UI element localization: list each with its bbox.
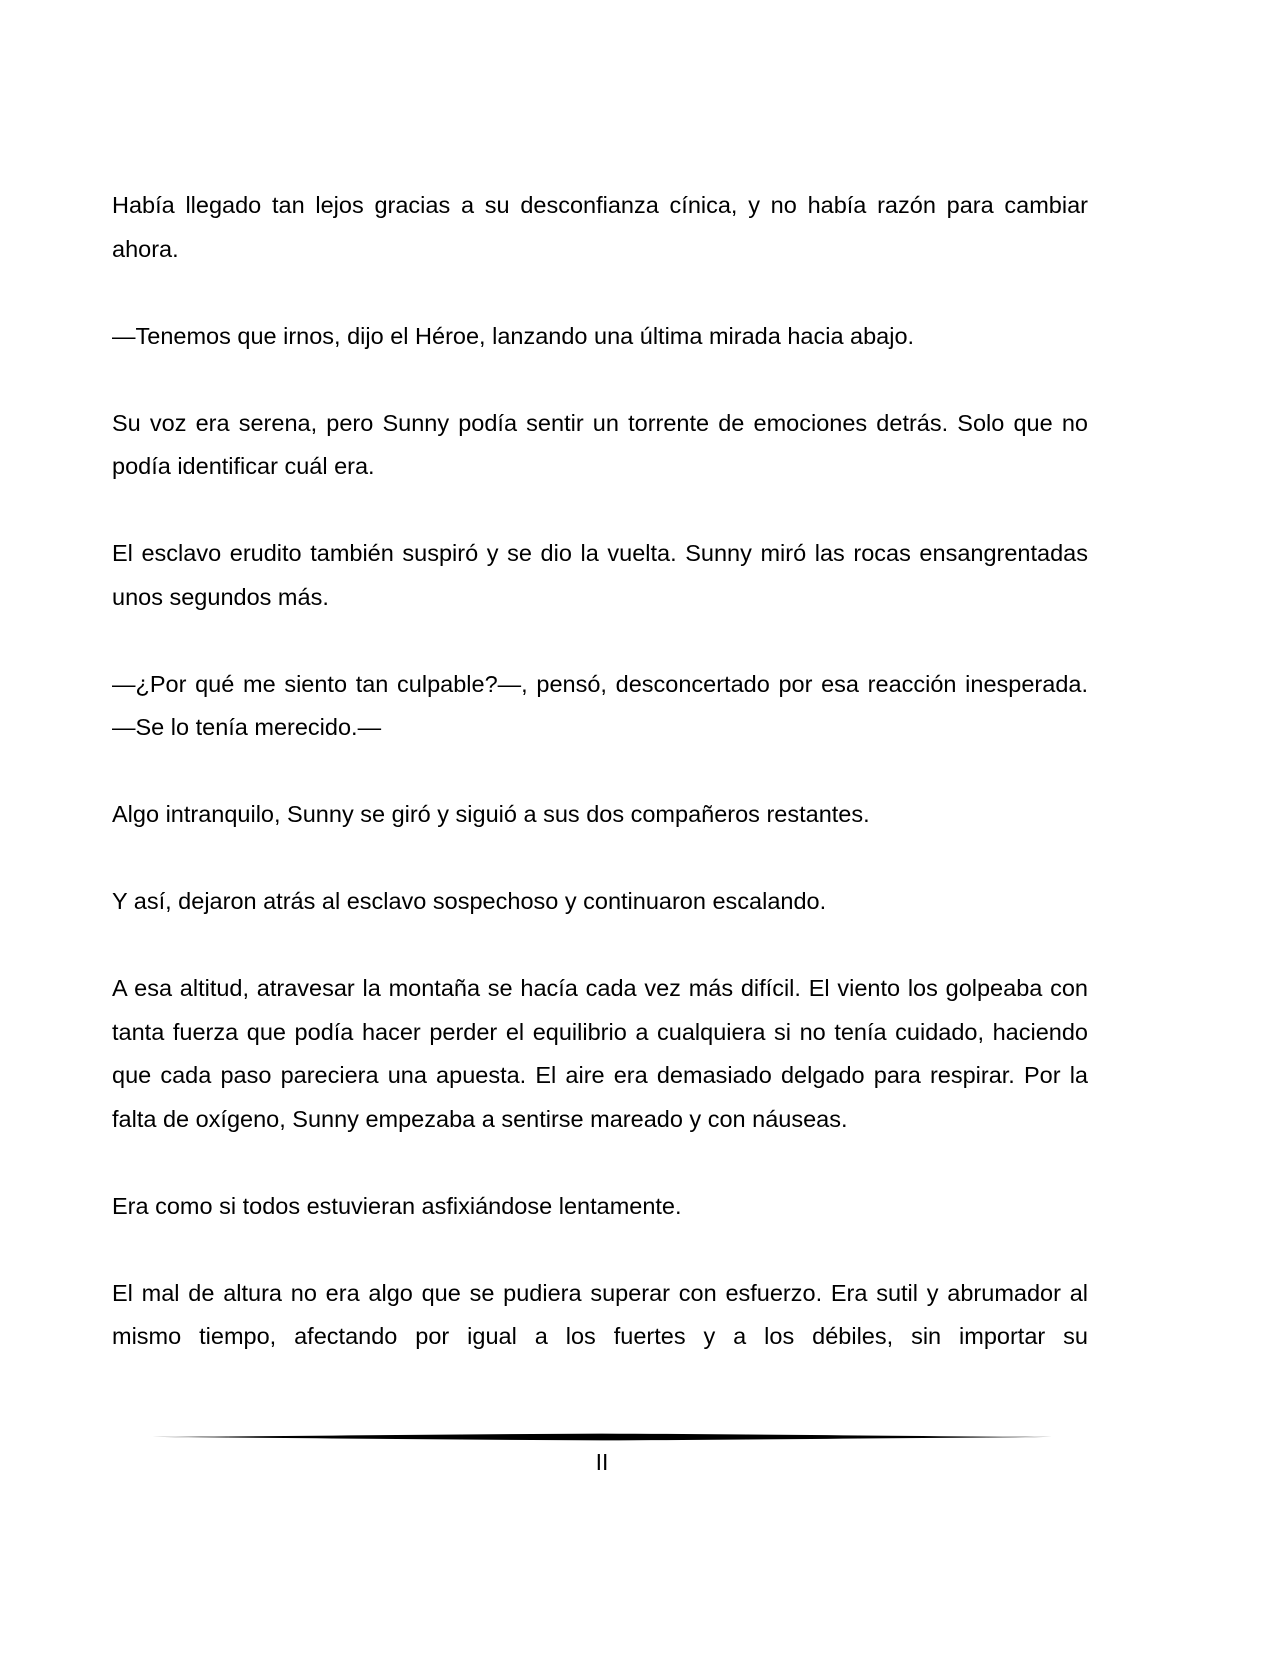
paragraph-9: Era como si todos estuvieran asfixiándose lentamente.	[112, 1192, 682, 1219]
paragraph-8: A esa altitud, atravesar la montaña se hacía cada vez más difícil. El viento los golpeaba con tanta fuerza que podía hacer perder el equilibrio a cualquiera si no tenía cuidado, haciendo que cada paso pareciera una apuesta. El aire era demasiado delgado para respirar. Por la falta de oxígeno, Sunny empezaba a sentirse mareado y con náuseas.	[112, 975, 1088, 1132]
paragraph-7: Y así, dejaron atrás al esclavo sospechoso y continuaron escalando.	[112, 888, 827, 914]
paragraph-2: —Tenemos que irnos, dijo el Héroe, lanzando una última mirada hacia abajo.	[112, 322, 915, 349]
paragraph-6: Algo intranquilo, Sunny se giró y siguió a sus dos compañeros restantes.	[112, 801, 870, 827]
paragraph-1: Había llegado tan lejos gracias a su desconfianza cínica, y no había razón para cambiar ahora.	[112, 192, 1088, 262]
paragraph-3: Su voz era serena, pero Sunny podía sentir un torrente de emociones detrás. Solo que no podía identificar cuál era.	[112, 409, 1088, 479]
paragraph-4: El esclavo erudito también suspiró y se dio la vuelta. Sunny miró las rocas ensangrentadas unos segundos más.	[112, 540, 1088, 610]
paragraph-10: El mal de altura no era algo que se pudiera superar con esfuerzo. Era sutil y abrumador al mismo tiempo, afectando por igual a los fuertes y a los débiles, sin importar su	[112, 1279, 1088, 1349]
body-text	[112, 184, 1088, 1359]
page-number: II	[595, 1449, 609, 1475]
footer-divider	[152, 1430, 1052, 1444]
footer-divider-shape	[152, 1434, 1052, 1441]
paragraph-5: —¿Por qué me siento tan culpable?—, pensó, desconcertado por esa reacción inesperada. —Se lo tenía merecido.—	[112, 670, 1088, 740]
